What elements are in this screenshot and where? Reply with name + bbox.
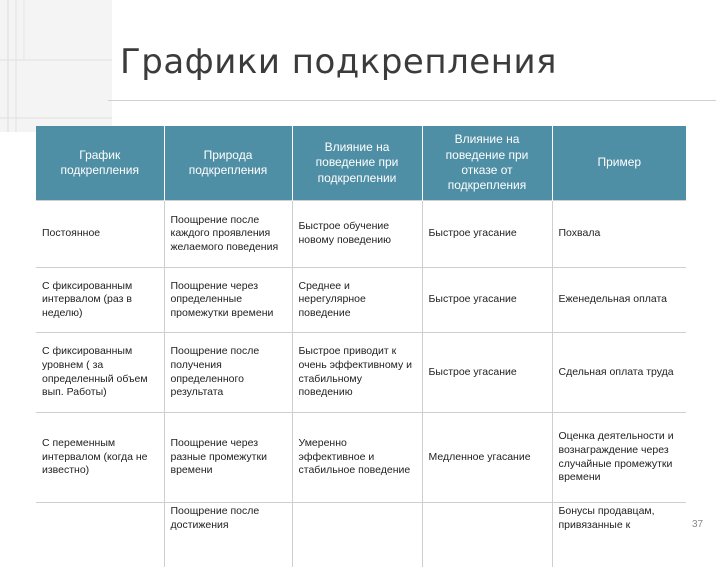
table-row — [36, 503, 686, 567]
cell-effect-withdrawal: Быстрое угасание — [422, 268, 552, 333]
cell-example: Похвала — [552, 201, 686, 268]
cell-nature: Поощрение через определенные промежутки времени — [164, 268, 292, 333]
header-schedule: График подкрепления — [36, 126, 164, 201]
cell-effect-withdrawal — [422, 503, 552, 567]
cell-effect-withdrawal: Быстрое угасание — [422, 201, 552, 268]
cell-effect-withdrawal: Медленное угасание — [422, 413, 552, 503]
title-divider — [108, 100, 716, 101]
cell-effect-reinforcement: Быстрое приводит к очень эффективному и стабильному поведению — [292, 333, 422, 413]
slide-title: Графики подкрепления — [120, 42, 557, 82]
cell-example: Бонусы продавцам, привязанные к — [552, 503, 686, 567]
reinforcement-schedules-table — [36, 126, 686, 567]
cell-example: Еженедельная оплата — [552, 268, 686, 333]
table-row — [36, 201, 686, 268]
cell-effect-withdrawal: Быстрое угасание — [422, 333, 552, 413]
cell-example: Оценка деятельности и вознаграждение через случайные промежутки времени — [552, 413, 686, 503]
cell-effect-reinforcement — [292, 503, 422, 567]
cell-nature: Поощрение после достижения — [164, 503, 292, 567]
page-number: 37 — [692, 519, 703, 530]
cell-nature: Поощрение через разные промежутки времени — [164, 413, 292, 503]
cell-schedule: С фиксированным интервалом (раз в неделю) — [36, 268, 164, 333]
header-effect-reinforcement: Влияние на поведение при подкреплении — [292, 126, 422, 201]
cell-effect-reinforcement: Умеренно эффективное и стабильное поведение — [292, 413, 422, 503]
header-effect-withdrawal: Влияние на поведение при отказе от подкрепления — [422, 126, 552, 201]
cell-schedule: С фиксированным уровнем ( за определенный объем вып. Работы) — [36, 333, 164, 413]
table-header-row — [36, 126, 686, 201]
cell-effect-reinforcement: Среднее и нерегулярное поведение — [292, 268, 422, 333]
cell-nature: Поощрение после каждого проявления желаемого поведения — [164, 201, 292, 268]
table-row — [36, 333, 686, 413]
cell-nature: Поощрение после получения определенного результата — [164, 333, 292, 413]
cell-effect-reinforcement: Быстрое обучение новому поведению — [292, 201, 422, 268]
cell-schedule — [36, 503, 164, 567]
header-nature: Природа подкрепления — [164, 126, 292, 201]
table-row — [36, 268, 686, 333]
header-example: Пример — [552, 126, 686, 201]
cell-example: Сдельная оплата труда — [552, 333, 686, 413]
cell-schedule: С переменным интервалом (когда не известно) — [36, 413, 164, 503]
decorative-corner-lines — [0, 0, 120, 140]
cell-schedule: Постоянное — [36, 201, 164, 268]
table-row — [36, 413, 686, 503]
